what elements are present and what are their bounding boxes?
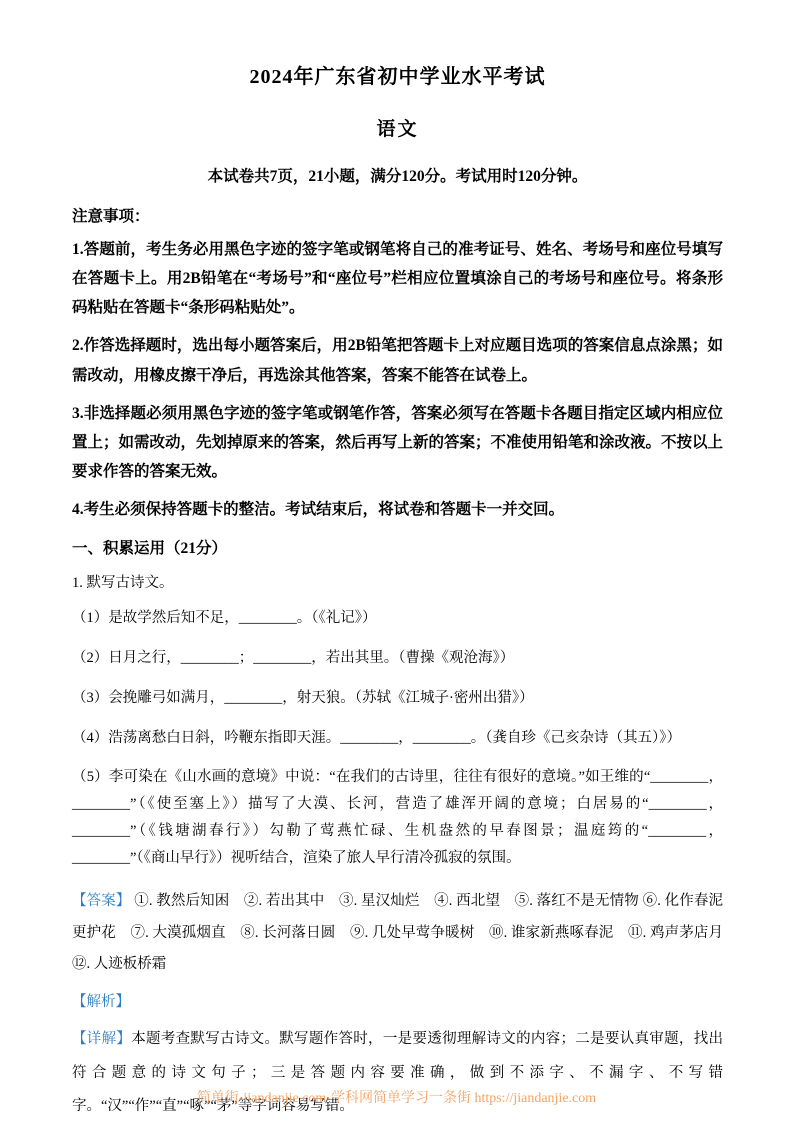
- question-item-5: （5）李可染在《山水画的意境》中说：“在我们的古诗里，往往有很好的意境。”如王维的“________，________”（《使至塞上》）描写了大漠、长河，营造了雄浑开阔的意境；白居易的“________，________”（《钱塘湖春行》）勾勒了莺燕忙碌、生机盎然的早春图景；温庭筠的“________，________”（《商山早行》）视听结合，渲染了旅人早行清冷孤寂的氛围。: [72, 769, 723, 866]
- notices-heading: 注意事项：: [72, 208, 150, 225]
- answer-label: 【答案】: [72, 892, 131, 909]
- notice-item-1: 1.答题前，考生务必用黑色字迹的签字笔或钢笔将自己的准考证号、姓名、考场号和座位号填写在答题卡上。用2B铅笔在“考场号”和“座位号”栏相应位置填涂自己的考场号和座位号。将条形码粘贴在答题卡“条形码粘贴处”。: [72, 241, 723, 317]
- notice-item-3: 3.非选择题必须用黑色字迹的签字笔或钢笔作答，答案必须写在答题卡各题目指定区域内相应位置上；如需改动，先划掉原来的答案，然后再写上新的答案；不准使用铅笔和涂改液。不按以上要求作答的答案无效。: [72, 404, 724, 480]
- exam-subject: 语文: [376, 119, 419, 140]
- question-item-3: （3）会挽雕弓如满月，________，射天狼。（苏轼《江城子·密州出猎》）: [72, 689, 534, 706]
- question-title: 1. 默写古诗文。: [72, 575, 174, 592]
- detail-text: 本题考查默写古诗文。默写题作答时，一是要透彻理解诗文的内容；二是要认真审题，找出符合题意的诗文句子；三是答题内容要准确，做到不添字、不漏字、不写错字。“汉”“作”“直”“啄”“茅”等字词容易写错。: [72, 1031, 724, 1114]
- detail-block: [72, 1023, 723, 1123]
- answer-block: [72, 886, 738, 982]
- question-item-4: （4）浩荡离愁白日斜，吟鞭东指即天涯。________，________。（龚自珍《己亥杂诗（其五）》）: [72, 729, 681, 746]
- notice-item-4: 4.考生必须保持答题卡的整洁。考试结束后，将试卷和答题卡一并交回。: [72, 501, 565, 518]
- analysis-label: 【解析】: [72, 994, 130, 1011]
- detail-label: 【详解】: [72, 1031, 132, 1048]
- notice-item-2: 2.作答选择题时，选出每小题答案后，用2B铅笔把答题卡上对应题目选项的答案信息点涂黑；如需改动，用橡皮擦干净后，再选涂其他答案，答案不能答在试卷上。: [72, 337, 723, 384]
- question-item-1: （1）是故学然后知不足，________。（《礼记》）: [72, 610, 377, 627]
- footer-text: 简单街-jiandanjie.com-学科网简单学习一条街 https://jiandanjie.com: [196, 1091, 597, 1106]
- question-item-2: （2）日月之行，________；________，若出其里。（曹操《观沧海》）: [72, 649, 515, 666]
- exam-info: 本试卷共7页，21小题，满分120分。考试用时120分钟。: [207, 168, 588, 185]
- section-heading: 一、积累运用（21分）: [72, 540, 228, 558]
- answer-text: ①. 教然后知困 ②. 若出其中 ③. 星汉灿烂 ④. 西北望 ⑤. 落红不是无情物 ⑥. 化作春泥更护花 ⑦. 大漠孤烟直 ⑧. 长河落日圆 ⑨. 几处早莺争暖树 ⑩. 谁家新燕啄春泥 ⑪. 鸡声茅店月 ⑫. 人迹板桥霜: [72, 892, 738, 973]
- page-title: 2024年广东省初中学业水平考试: [249, 66, 546, 88]
